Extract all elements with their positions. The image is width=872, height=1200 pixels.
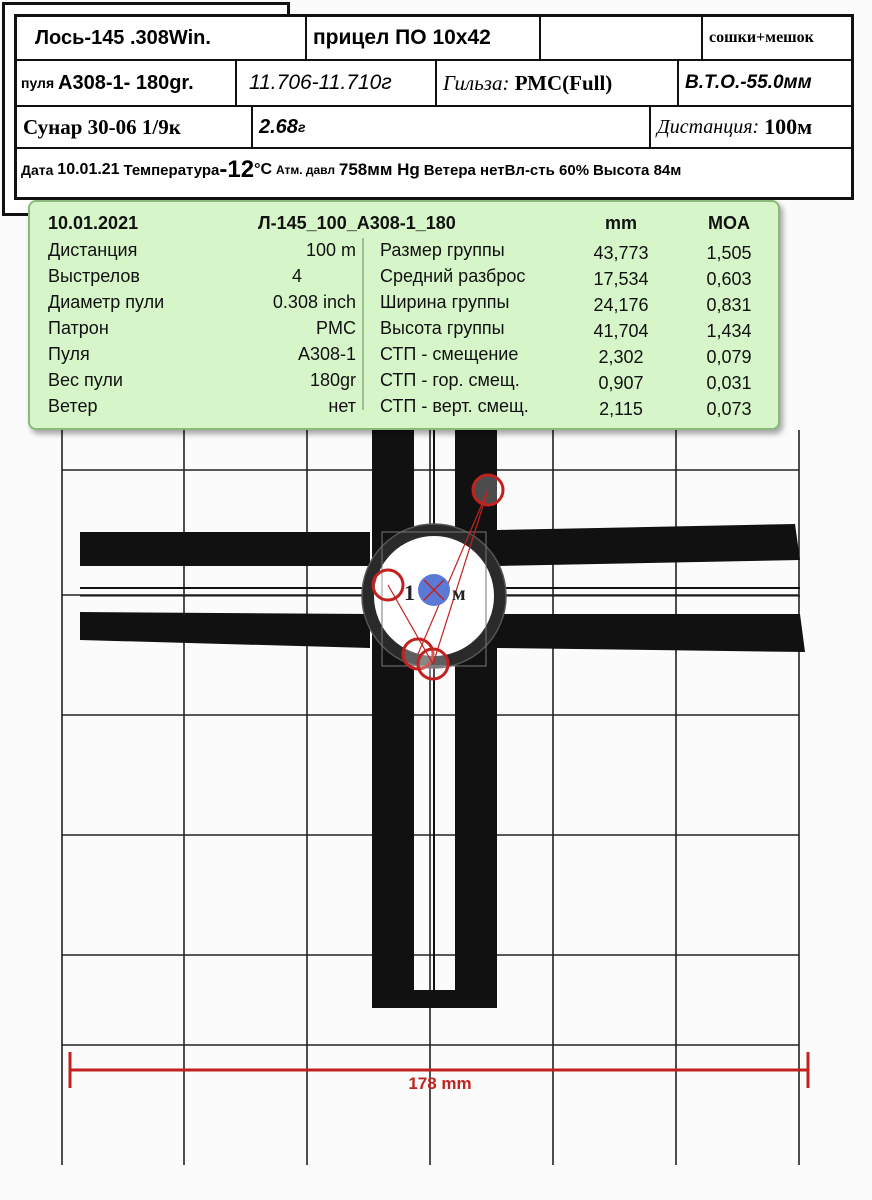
scale-label: 178 mm: [408, 1074, 472, 1093]
right-mm: 24,176: [593, 295, 649, 315]
center-label-suffix: м: [452, 583, 466, 605]
left-label: Ветер: [48, 396, 98, 416]
header-row-1: [17, 17, 851, 61]
temp-value: -12: [219, 156, 255, 183]
bto-cell: В.Т.О.-55.0мм: [685, 72, 812, 93]
vertical-bar-left: [372, 428, 414, 1008]
right-label: Ширина группы: [380, 292, 510, 312]
right-mm: 2,302: [598, 347, 644, 367]
charge-cell: [253, 107, 651, 147]
charge-value: 2.68: [259, 115, 298, 138]
header-row-2: [17, 61, 851, 107]
right-moa: 0,073: [706, 399, 752, 419]
pressure-label: Атм. давл: [275, 163, 335, 177]
left-label: Диаметр пули: [48, 292, 165, 312]
right-label: СТП - гор. смещ.: [380, 370, 520, 390]
bullet-cell: [17, 61, 237, 105]
stats-date: 10.01.2021: [48, 213, 139, 233]
left-value: 4: [292, 266, 303, 286]
left-label: Выстрелов: [48, 266, 140, 286]
support-cell: сошки+мешок: [709, 29, 814, 46]
date-label: Дата: [21, 162, 54, 178]
temp-unit: °С: [254, 161, 273, 178]
vertical-bar-right: [455, 428, 497, 1008]
right-label: Размер группы: [380, 240, 505, 260]
right-moa: 0,603: [706, 269, 752, 289]
right-label: Высота группы: [380, 318, 505, 338]
header-card: [14, 14, 854, 200]
charge-unit: г: [297, 119, 306, 135]
right-moa: 1,505: [706, 243, 752, 263]
stats-session: Л-145_100_А308-1_180: [258, 213, 456, 233]
left-label: Пуля: [48, 344, 90, 364]
left-label: Вес пули: [48, 370, 123, 390]
temp-label: Температура: [123, 161, 220, 179]
right-mm: 17,534: [593, 269, 649, 289]
right-label: Средний разброс: [380, 266, 526, 286]
center-label: 1: [404, 580, 415, 605]
group-stats-panel: [28, 200, 780, 430]
right-moa: 1,434: [706, 321, 752, 341]
distance-label: Дистанция:: [657, 115, 760, 138]
horizontal-bar-upper: [80, 532, 370, 566]
case-cell: [437, 61, 679, 105]
header-row-3: [17, 107, 851, 149]
bullet-weight-cell: 11.706-11.710г: [237, 61, 437, 105]
right-moa: 0,831: [706, 295, 752, 315]
left-value: 0.308 inch: [272, 292, 356, 312]
horizontal-bar-upper-right: [497, 524, 800, 566]
right-mm: 2,115: [599, 399, 643, 419]
left-label: Патрон: [48, 318, 109, 338]
wind-value: Ветера нет: [423, 161, 505, 179]
right-mm: 0,907: [598, 373, 644, 393]
pressure-value: 758мм Hg: [338, 160, 420, 179]
right-moa: 0,031: [706, 373, 752, 393]
col-header-moa: MOA: [708, 213, 750, 233]
bullet-value: А308-1- 180gr.: [58, 71, 194, 94]
horizontal-bar-lower-right: [497, 614, 805, 652]
scope-cell: прицел ПО 10х42: [307, 17, 541, 59]
humidity-value: Вл-сть 60%: [504, 161, 590, 179]
bullet-label: пуля: [21, 75, 55, 91]
distance-cell: [651, 107, 851, 147]
left-value: PMC: [316, 318, 356, 338]
left-value: 180gr: [309, 370, 356, 390]
header-row-4: [17, 149, 851, 191]
empty-cell: [541, 17, 703, 59]
stats-divider: [362, 238, 364, 410]
left-value: 100 m: [305, 240, 356, 260]
case-value: РМС(Full): [514, 70, 613, 95]
powder-cell: Сунар 30-06 1/9к: [17, 107, 253, 147]
right-label: СТП - верт. смещ.: [380, 396, 529, 416]
right-moa: 0,079: [706, 347, 752, 367]
right-mm: 41,704: [593, 321, 649, 341]
horizontal-bar-lower: [80, 612, 370, 648]
altitude-value: Высота 84м: [592, 161, 682, 179]
left-value: нет: [328, 396, 356, 416]
col-header-mm: mm: [604, 213, 637, 233]
conditions-cell: [17, 149, 851, 191]
distance-value: 100м: [764, 114, 813, 139]
date-value: 10.01.21: [57, 161, 120, 178]
left-value: А308-1: [297, 344, 356, 364]
right-mm: 43,773: [593, 243, 649, 263]
right-label: СТП - смещение: [380, 344, 519, 364]
case-label: Гильза:: [443, 70, 510, 95]
left-label: Дистанция: [48, 240, 138, 260]
rifle-cell: Лось-145 .308Win.: [17, 17, 307, 59]
